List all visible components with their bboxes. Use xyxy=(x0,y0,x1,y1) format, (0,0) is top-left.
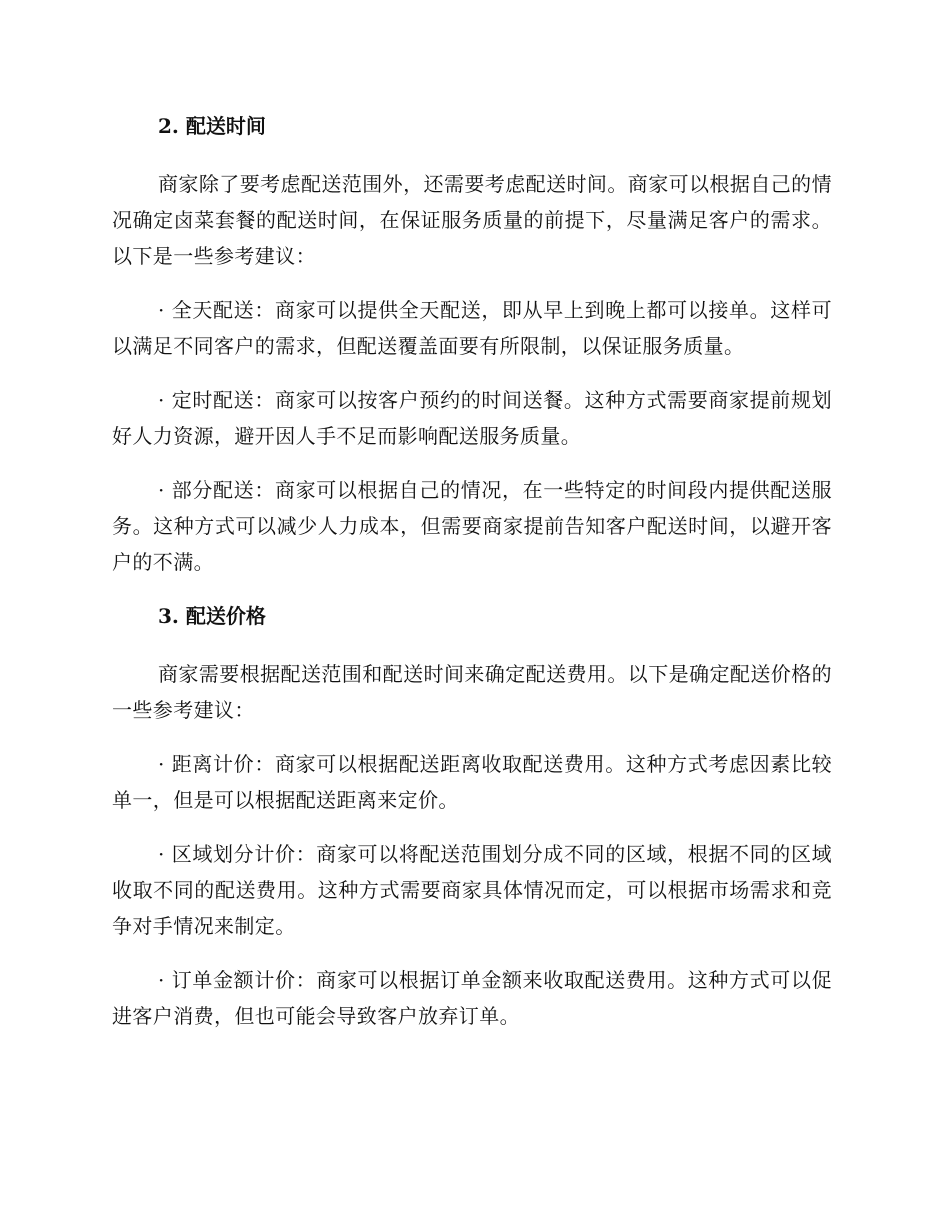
section-delivery-time xyxy=(112,108,832,580)
bullet-paragraph: · 全天配送：商家可以提供全天配送，即从早上到晚上都可以接单。这样可以满足不同客户的需求，但配送覆盖面要有所限制，以保证服务质量。 xyxy=(112,298,832,358)
bullet-paragraph: · 区域划分计价：商家可以将配送范围划分成不同的区域，根据不同的区域收取不同的配送费用。这种方式需要商家具体情况而定，可以根据市场需求和竞争对手情况来制定。 xyxy=(112,842,832,938)
document-page xyxy=(112,108,832,1052)
section-heading: 2. 配送时间 xyxy=(158,114,266,138)
paragraph: 商家需要根据配送范围和配送时间来确定配送费用。以下是确定配送价格的一些参考建议： xyxy=(112,662,832,722)
section-delivery-price xyxy=(112,598,832,1034)
bullet-paragraph: · 距离计价：商家可以根据配送距离收取配送费用。这种方式考虑因素比较单一，但是可以根据配送距离来定价。 xyxy=(112,752,832,812)
section-heading: 3. 配送价格 xyxy=(158,604,266,628)
paragraph: 商家除了要考虑配送范围外，还需要考虑配送时间。商家可以根据自己的情况确定卤菜套餐的配送时间，在保证服务质量的前提下，尽量满足客户的需求。以下是一些参考建议： xyxy=(112,172,832,268)
bullet-paragraph: · 定时配送：商家可以按客户预约的时间送餐。这种方式需要商家提前规划好人力资源，避开因人手不足而影响配送服务质量。 xyxy=(112,388,832,448)
bullet-paragraph: · 部分配送：商家可以根据自己的情况，在一些特定的时间段内提供配送服务。这种方式可以减少人力成本，但需要商家提前告知客户配送时间，以避开客户的不满。 xyxy=(112,478,832,574)
bullet-paragraph: · 订单金额计价：商家可以根据订单金额来收取配送费用。这种方式可以促进客户消费，但也可能会导致客户放弃订单。 xyxy=(112,968,832,1028)
